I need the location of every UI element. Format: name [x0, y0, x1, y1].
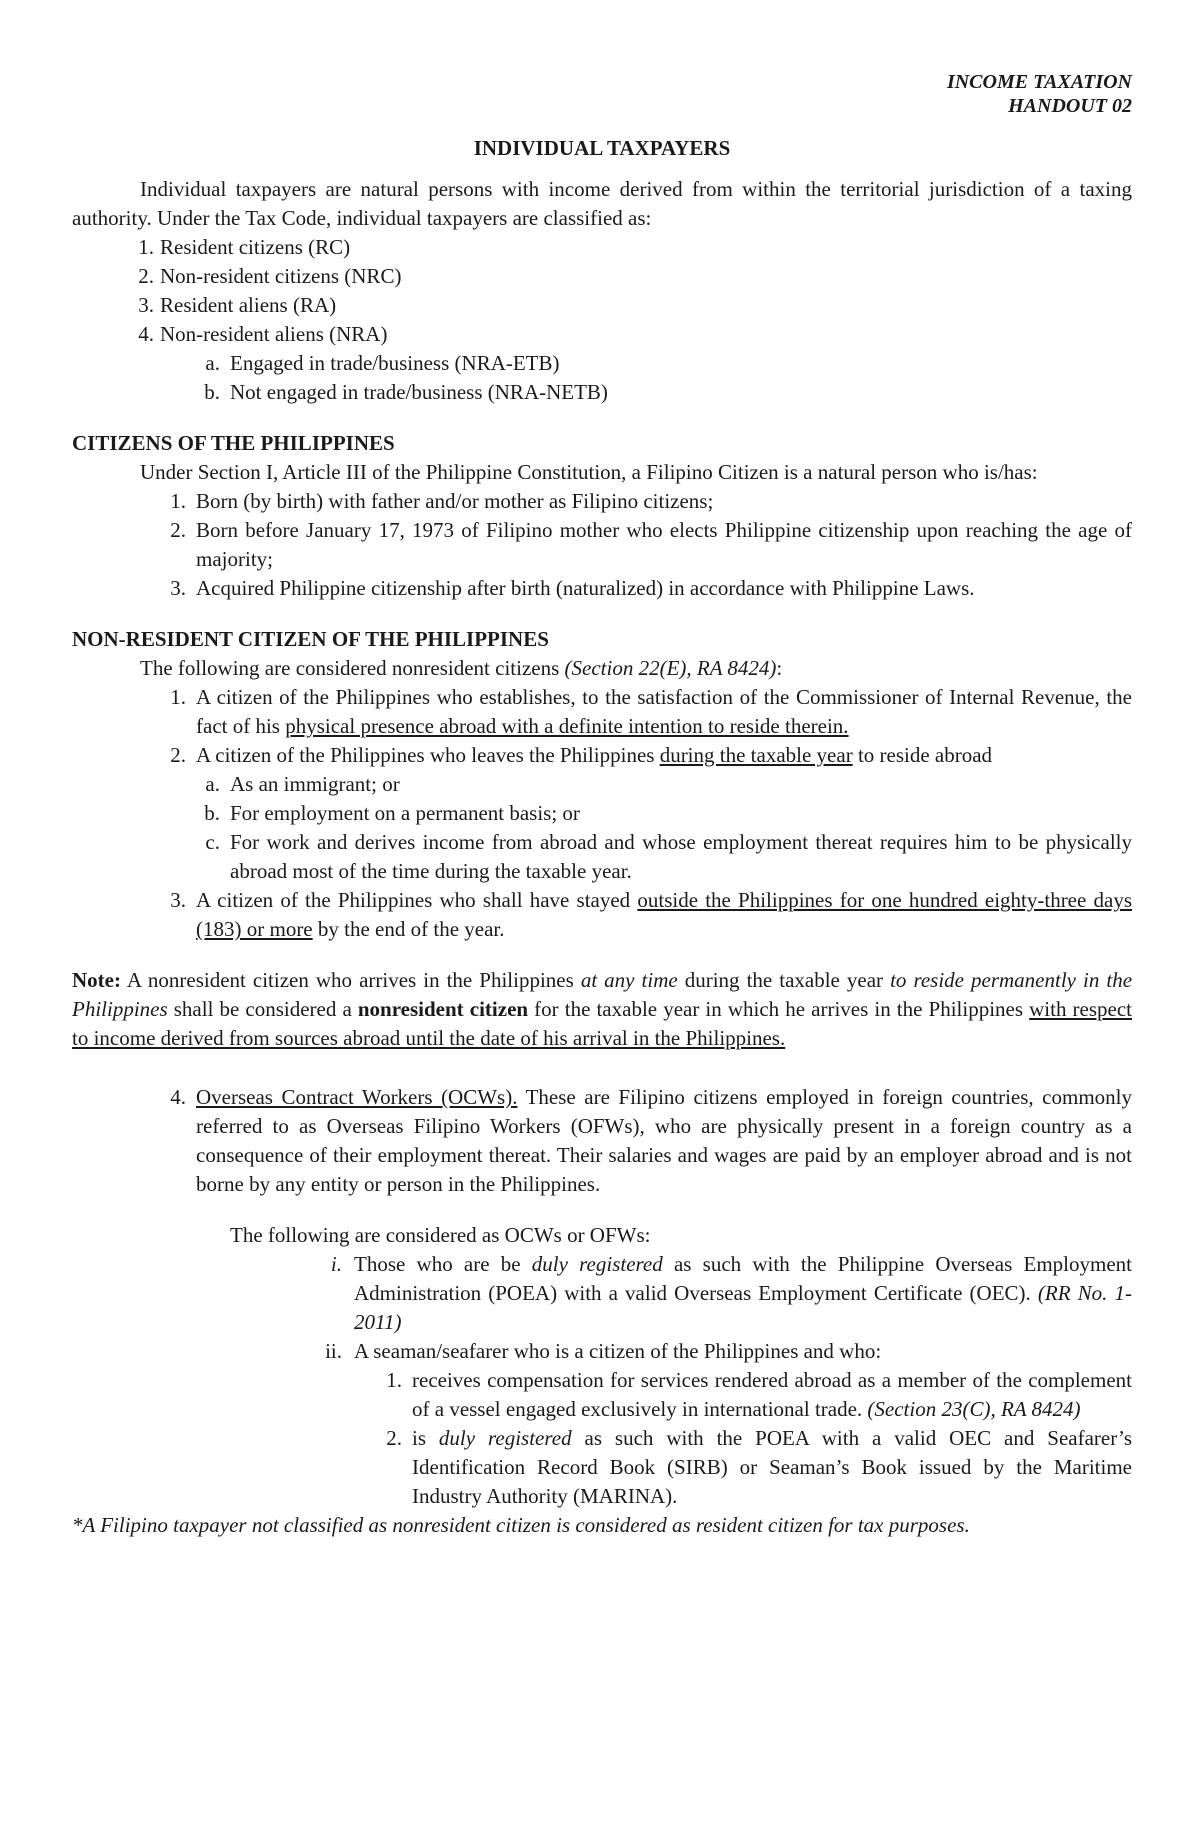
list-subitem: a. Engaged in trade/business (NRA-ETB)	[205, 351, 560, 375]
citizens-intro: Under Section I, Article III of the Philippine Constitution, a Filipino Citizen is a natural person who is/has:	[140, 460, 1038, 484]
document-header	[72, 70, 1132, 118]
list-subitem: b. Not engaged in trade/business (NRA-NETB)	[204, 380, 608, 404]
list-item: 3. Acquired Philippine citizenship after birth (naturalized) in accordance with Philippine Laws.	[170, 576, 975, 600]
ocw-list-intro: The following are considered as OCWs or OFWs:	[230, 1223, 651, 1247]
section-heading-citizens: CITIZENS OF THE PHILIPPINES	[72, 431, 395, 455]
footnote: *A Filipino taxpayer not classified as nonresident citizen is considered as resident citizen for tax purposes.	[72, 1513, 970, 1537]
nrc-list	[72, 683, 1132, 944]
list-subitem: b. For employment on a permanent basis; or	[204, 801, 580, 825]
taxpayer-classes-list	[72, 233, 1132, 407]
section-heading-nrc: NON-RESIDENT CITIZEN OF THE PHILIPPINES	[72, 627, 549, 651]
note-paragraph: Note: A nonresident citizen who arrives in the Philippines at any time during the taxable year to reside permanently in the Philippines shall be considered a nonresident citizen for the taxable year in which he arrives in the Philippines with respect to income derived from sources abroad until the date of his arrival in the Philippines.	[72, 968, 1133, 1050]
list-item: 4. Overseas Contract Workers (OCWs). These are Filipino citizens employed in foreign countries, commonly referred to as Overseas Filipino Workers (OFWs), who are physically present in a foreign country as a consequence of their employment thereat. Their salaries and wages are paid by an employer abroad and is not borne by any entity or person in the Philippines.	[170, 1085, 1132, 1196]
list-item: 2. Non-resident citizens (NRC)	[138, 264, 402, 288]
list-item: 2. A citizen of the Philippines who leaves the Philippines during the taxable year to reside abroad	[170, 743, 993, 767]
list-item: 1. A citizen of the Philippines who establishes, to the satisfaction of the Commissioner of Internal Revenue, the fact of his physical presence abroad with a definite intention to reside therein.	[170, 685, 1132, 738]
list-item: 2. Born before January 17, 1973 of Filipino mother who elects Philippine citizenship upon reaching the age of majority;	[170, 518, 1132, 571]
intro-paragraph: Individual taxpayers are natural persons with income derived from within the territorial jurisdiction of a taxing authority. Under the Tax Code, individual taxpayers are classified as:	[72, 177, 1132, 230]
handout-page	[72, 70, 1132, 1540]
citizens-list	[72, 487, 1132, 603]
list-item: ii. A seaman/seafarer who is a citizen of the Philippines and who:	[325, 1339, 882, 1363]
legal-reference: (RR No. 1-2011)	[354, 1281, 1132, 1334]
note-label: Note:	[72, 968, 121, 992]
ocw-section	[72, 1083, 1132, 1511]
list-subitem: a. As an immigrant; or	[205, 772, 400, 796]
list-subitem: 1. receives compensation for services rendered abroad as a member of the complement of a vessel engaged exclusively in international trade. (Section 23(C), RA 8424)	[386, 1368, 1132, 1421]
header-course: INCOME TAXATION	[946, 71, 1132, 93]
list-subitem: 2. is duly registered as such with the POEA with a valid OEC and Seafarer’s Identification Record Book (SIRB) or Seaman’s Book issued by the Maritime Industry Authority (MARINA).	[386, 1426, 1132, 1508]
legal-reference: (Section 23(C), RA 8424)	[867, 1397, 1081, 1421]
list-item: 1. Resident citizens (RC)	[138, 235, 351, 259]
legal-reference: (Section 22(E), RA 8424)	[564, 656, 777, 680]
nrc-intro: The following are considered nonresident citizens (Section 22(E), RA 8424):	[140, 656, 783, 680]
list-item: i. Those who are be duly registered as such with the Philippine Overseas Employment Administration (POEA) with a valid Overseas Employment Certificate (OEC). (RR No. 1-2011)	[330, 1252, 1132, 1334]
list-item: 3. A citizen of the Philippines who shall have stayed outside the Philippines for one hundred eighty-three days (183) or more by the end of the year.	[170, 888, 1132, 941]
page-title: INDIVIDUAL TAXPAYERS	[473, 136, 731, 160]
list-item: 4. Non-resident aliens (NRA)	[138, 322, 388, 346]
list-subitem: c. For work and derives income from abroad and whose employment thereat requires him to be physically abroad most of the time during the taxable year.	[205, 830, 1132, 883]
header-handout: HANDOUT 02	[1008, 95, 1132, 117]
list-item: 3. Resident aliens (RA)	[138, 293, 337, 317]
list-item: 1. Born (by birth) with father and/or mother as Filipino citizens;	[170, 489, 714, 513]
